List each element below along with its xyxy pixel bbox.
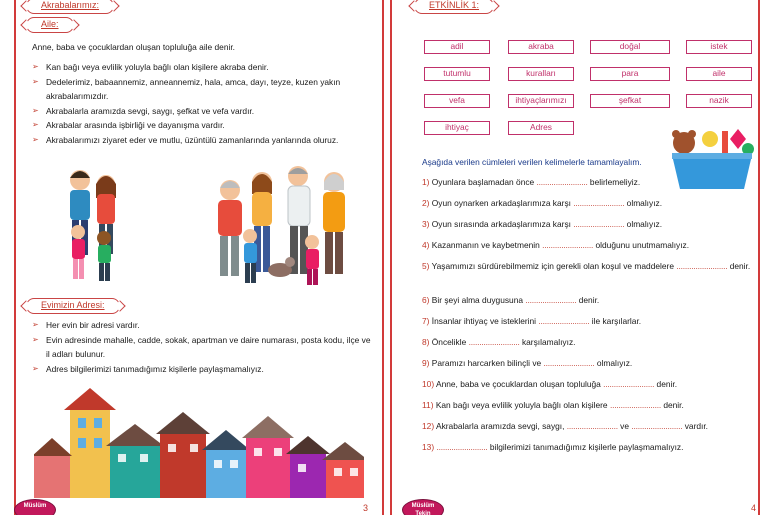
address-bullet-list <box>32 318 374 376</box>
word-card: aile <box>686 67 752 81</box>
question-text: denir. <box>663 400 684 410</box>
question-text: olmalıyız. <box>626 219 663 229</box>
question-number: 12) <box>422 421 435 431</box>
question-item <box>422 294 762 307</box>
question-item <box>422 218 762 231</box>
answer-blank[interactable]: ........................ <box>525 295 577 305</box>
list-item: ➢ Akrabalarla aramızda sevgi, saygı, şefkat ve vefa vardır. <box>32 104 374 119</box>
word-card: akraba <box>508 40 574 54</box>
word-card: istek <box>686 40 752 54</box>
family-illustration-small <box>58 160 130 290</box>
question-item <box>422 176 762 189</box>
answer-blank[interactable]: ........................ <box>603 379 655 389</box>
question-text: ile karşılarlar. <box>591 316 642 326</box>
answer-blank[interactable]: ........................ <box>609 400 661 410</box>
word-card: nazik <box>686 94 752 108</box>
question-text: ve <box>620 421 630 431</box>
question-item <box>422 441 762 454</box>
question-text: Paramızı harcarken bilinçli ve <box>431 358 542 368</box>
question-text: belirlemeliyiz. <box>589 177 641 187</box>
question-number: 2) <box>422 198 430 208</box>
list-item: ➢ Kan bağı veya evlilik yoluyla bağlı olan kişilere akraba denir. <box>32 60 374 75</box>
question-text: Öncelikle <box>431 337 467 347</box>
brand-logo: Müslüm <box>14 499 56 515</box>
question-text: Anne, baba ve çocuklardan oluşan topluluğa <box>435 379 601 389</box>
word-card: ihtiyaç <box>424 121 490 135</box>
question-text: denir. <box>656 379 678 389</box>
page-number: 3 <box>362 503 368 513</box>
answer-blank[interactable]: ........................ <box>536 177 588 187</box>
word-card: ihtiyaçlarımızı <box>508 94 574 108</box>
houses-illustration <box>34 388 364 500</box>
question-text: Yaşamımızı sürdürebilmemiz için gerekli olan koşul ve maddelere <box>431 261 674 271</box>
section-tag-evimizin-adresi: Evimizin Adresi: <box>26 298 120 314</box>
question-number: 8) <box>422 337 430 347</box>
question-text: Kan bağı veya evlilik yoluyla bağlı olan kişilere <box>435 400 608 410</box>
question-item <box>422 315 762 328</box>
question-number: 4) <box>422 240 430 250</box>
question-item <box>422 357 762 370</box>
aile-bullet-list <box>32 60 374 147</box>
page-number: 4 <box>750 503 756 513</box>
question-text: olduğunu unutmamalıyız. <box>595 240 690 250</box>
question-text: vardır. <box>684 421 709 431</box>
answer-blank[interactable]: ........................ <box>436 442 488 452</box>
question-text: Bir şeyi alma duygusuna <box>431 295 524 305</box>
word-card: kuralları <box>508 67 574 81</box>
list-item: ➢ Dedelerimiz, babaannemiz, anneannemiz, hala, amca, dayı, teyze, kuzen yakın akrabalarımızdır. <box>32 75 374 104</box>
question-text: olmalıyız. <box>626 198 663 208</box>
answer-blank[interactable]: ........................ <box>631 421 683 431</box>
answer-blank[interactable]: ........................ <box>538 316 590 326</box>
answer-blank[interactable]: ........................ <box>543 358 595 368</box>
word-card: para <box>590 67 670 81</box>
question-item <box>422 336 762 349</box>
question-number: 11) <box>422 400 434 410</box>
left-page <box>0 0 384 515</box>
question-text: Oyun sırasında arkadaşlarımıza karşı <box>431 219 571 229</box>
question-number: 1) <box>422 177 430 187</box>
question-text: karşılamalıyız. <box>521 337 576 347</box>
question-number: 3) <box>422 219 430 229</box>
question-text: bilgilerimizi tanımadığımız kişilerle paylaşmamalıyız. <box>489 442 684 452</box>
list-item: ➢ Her evin bir adresi vardır. <box>32 318 374 333</box>
question-item <box>422 260 762 273</box>
question-text: Oyun oynarken arkadaşlarımıza karşı <box>431 198 571 208</box>
question-text: denir. <box>729 261 751 271</box>
answer-blank[interactable]: ........................ <box>566 421 618 431</box>
question-item <box>422 420 762 433</box>
list-item: ➢ Evin adresinde mahalle, cadde, sokak, apartman ve daire numarası, posta kodu, ilçe ve il adları bulunur. <box>32 333 374 362</box>
section-tag-aile: Aile: <box>26 17 74 33</box>
question-number: 9) <box>422 358 430 368</box>
family-illustration-large <box>210 160 360 292</box>
question-text: İnsanlar ihtiyaç ve isteklerini <box>431 316 537 326</box>
word-card: tutumlu <box>424 67 490 81</box>
answer-blank[interactable]: ........................ <box>573 198 625 208</box>
answer-blank[interactable]: ........................ <box>468 337 520 347</box>
aile-definition: Anne, baba ve çocuklardan oluşan topluluğa aile denir. <box>32 42 236 52</box>
question-number: 6) <box>422 295 430 305</box>
question-number: 13) <box>422 442 435 452</box>
answer-blank[interactable]: ........................ <box>676 261 728 271</box>
question-item <box>422 399 762 412</box>
question-number: 7) <box>422 316 430 326</box>
question-text: olmalıyız. <box>596 358 633 368</box>
question-text: Kazanmanın ve kaybetmenin <box>431 240 540 250</box>
word-card: doğal <box>590 40 670 54</box>
question-number: 10) <box>422 379 435 389</box>
list-item: ➢ Akrabalarımızı ziyaret eder ve mutlu, üzüntülü zamanlarında yanlarında oluruz. <box>32 133 374 148</box>
brand-logo: Müslüm Tekin <box>402 499 444 515</box>
answer-blank[interactable]: ........................ <box>542 240 594 250</box>
section-tag-etkinlik: ETKİNLİK 1: <box>414 0 494 14</box>
question-text: Oyunlara başlamadan önce <box>431 177 535 187</box>
list-item: ➢ Adres bilgilerimizi tanımadığımız kişilerle paylaşmamalıyız. <box>32 362 374 377</box>
section-tag-akrabalarimiz: Akrabalarımız: <box>26 0 114 14</box>
word-card: adil <box>424 40 490 54</box>
word-card: Adres <box>508 121 574 135</box>
right-page <box>390 0 770 515</box>
instruction-text: Aşağıda verilen cümleleri verilen kelimelerle tamamlayalım. <box>422 157 642 167</box>
question-text: Akrabalarla aramızda sevgi, saygı, <box>435 421 565 431</box>
question-item <box>422 197 762 210</box>
question-item <box>422 239 762 252</box>
question-number: 5) <box>422 261 430 271</box>
question-item <box>422 378 762 391</box>
answer-blank[interactable]: ........................ <box>573 219 625 229</box>
list-item: ➢ Akrabalar arasında işbirliği ve dayanışma vardır. <box>32 118 374 133</box>
word-card: vefa <box>424 94 490 108</box>
word-card: şefkat <box>590 94 670 108</box>
question-text: denir. <box>578 295 600 305</box>
